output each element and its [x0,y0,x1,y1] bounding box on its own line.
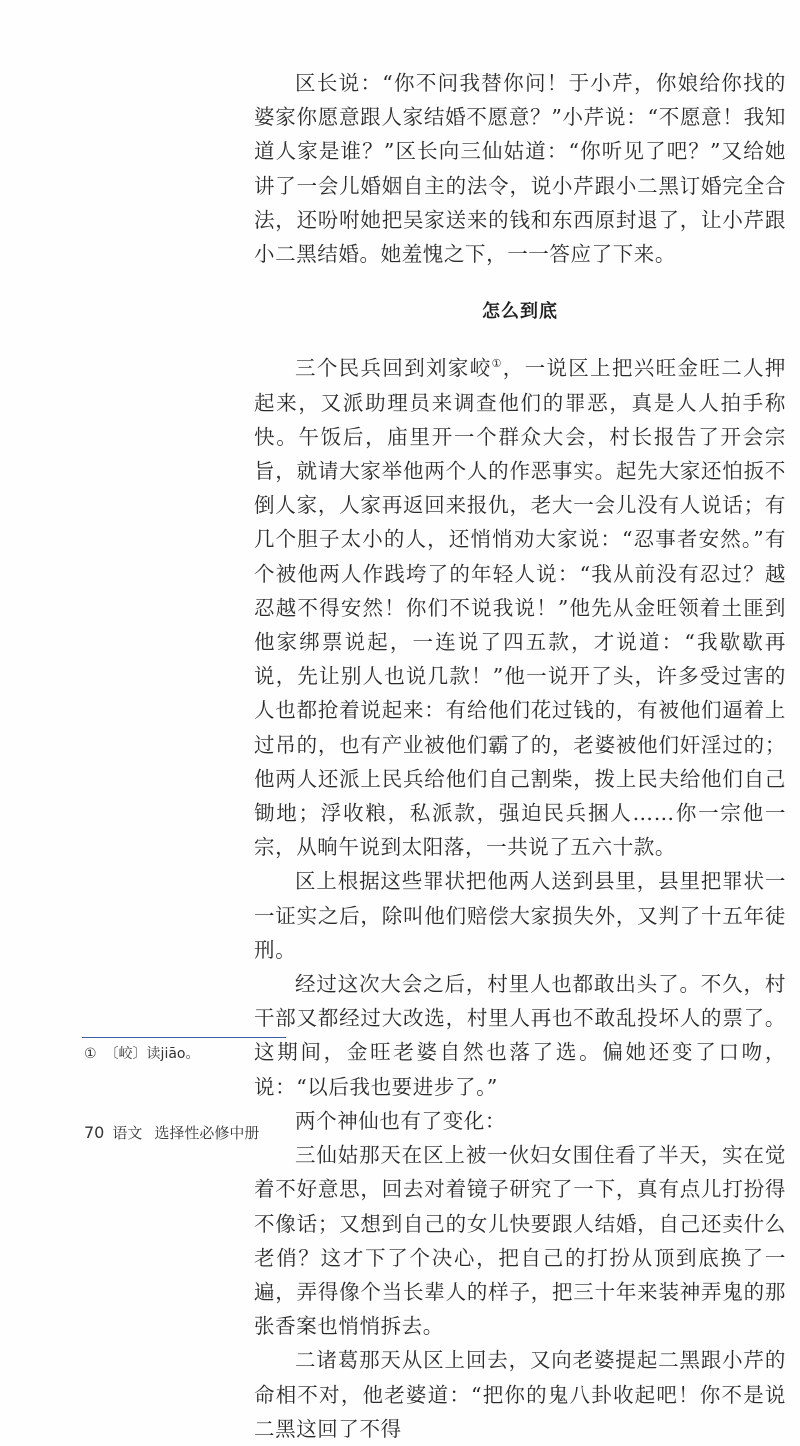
footnote-mark: ① [84,1046,97,1062]
footnote-divider [82,1037,286,1038]
paragraph-dialogue: 区长说：“你不问我替你问！于小芹，你娘给你找的婆家你愿意跟人家结婚不愿意？”小芹说：“不愿意！我知道人家是谁？”区长向三仙姑道：“你听见了吧？”又给她讲了一会儿婚姻自主的法令，说小芹跟小二黑订婚完全合法，还吩咐她把吴家送来的钱和东西原封退了，让小芹跟小二黑结婚。她羞愧之下，一一答应了下来。 [254,71,786,267]
page-footer [84,1122,259,1143]
paragraph-text-rest: ，一说区上把兴旺金旺二人押起来，又派助理员来调查他们的罪恶，真是人人拍手称快。午饭后，庙里开一个群众大会，村长报告了开会宗旨，就请大家举他两个人的作恶事实。起先大家还怕扳不倒人家，人家再返回来报仇，老大一会儿没有人说话；有几个胆子太小的人，还悄悄劝大家说：“忍事者安然。”有个被他两人作践垮了的年轻人说：“我从前没有忍过？越忍越不得安然！你们不说我说！”他先从金旺领着土匪到他家绑票说起，一连说了四五款，才说道：“我歇歇再说，先让别人也说几款！”他一说开了头，许多受过害的人也都抢着说起来：有给他们花过钱的，有被他们逼着上过吊的，也有产业被他们霸了的，老婆被他们奸淫过的；他两人还派上民兵给他们自己割柴，拨上民夫给他们自己锄地；浮收粮，私派款，强迫民兵捆人……你一宗他一宗，从晌午说到太阳落，一共说了五六十款。 [254,356,786,860]
paragraph-sanxiangu: 三仙姑那天在区上被一伙妇女围住看了半天，实在觉着不好意思，回去对着镜子研究了一下，真有点儿打扮得不像话；又想到自己的女儿快要跟人结婚，自己还卖什么老俏？这才下了个决心，把自己的打扮从顶到底换了一遍，弄得像个当长辈人的样子，把三十年来装神弄鬼的那张香案也悄悄拆去。 [254,1143,786,1339]
section-heading: 怎么到底 [482,301,558,323]
paragraph-text-start: 三个民兵回到刘家峧 [295,356,492,381]
subject-name: 语文 [112,1124,143,1142]
paragraph-militia-return [254,351,786,864]
page-number: 70 [84,1123,105,1142]
paragraph-county-sentence: 区上根据这些罪状把他两人送到县里，县里把罪状一一证实之后，除叫他们赔偿大家损失外，又判了十五年徒刑。 [254,869,786,962]
footnote [84,1043,200,1063]
paragraph-two-immortals: 两个神仙也有了变化： [295,1108,506,1133]
footnote-reference[interactable]: ① [491,357,503,371]
paragraph-erzhuge: 二诸葛那天从区上回去，又向老婆提起二黑跟小芹的命相不对，他老婆道：“把你的鬼八卦收起吧！你不是说二黑这回了不得 [254,1348,786,1441]
paragraph-village-election: 经过这次大会之后，村里人也都敢出头了。不久，村干部又都经过大改选，村里人再也不敢乱投坏人的票了。这期间，金旺老婆自然也落了选。偏她还变了口吻，说：“以后我也要进步了。” [254,972,786,1099]
book-title: 选择性必修中册 [154,1124,260,1142]
footnote-text: 〔峧〕读jiāo。 [104,1046,200,1062]
body-text [254,66,786,1446]
